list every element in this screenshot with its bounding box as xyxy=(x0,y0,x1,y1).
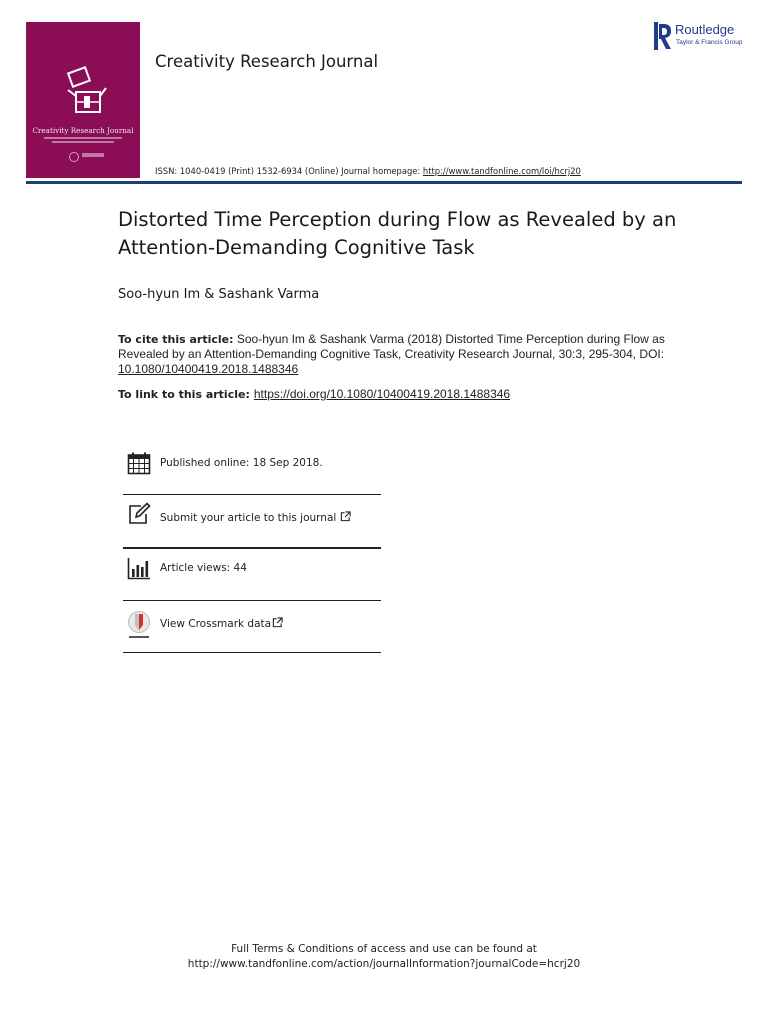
submit-article-link[interactable] xyxy=(160,511,351,524)
cover-publisher-mark xyxy=(69,152,79,162)
submit-article-label: Submit your article to this journal xyxy=(160,512,337,524)
article-views: Article views: 44 xyxy=(160,562,247,574)
publisher-logo[interactable] xyxy=(654,22,750,52)
submit-row[interactable] xyxy=(123,500,381,550)
routledge-r-icon xyxy=(654,22,672,50)
article-doi-link[interactable]: https://doi.org/10.1080/10400419.2018.1488346 xyxy=(253,387,511,401)
footer-terms xyxy=(0,942,768,972)
citation-block xyxy=(118,332,678,377)
cite-text: Soo-hyun Im & Sashank Varma (2018) Distorted Time Perception during Flow as Revealed by an Attention-Demanding Cognitive Task, Creativity Research Journal, 30:3, 295-304, DOI: xyxy=(118,332,665,361)
publisher-subtitle: Taylor & Francis Group xyxy=(676,39,743,46)
article-link-block xyxy=(118,387,678,401)
info-divider xyxy=(123,600,381,601)
external-link-icon xyxy=(272,617,283,628)
published-date: Published online: 18 Sep 2018. xyxy=(160,457,323,469)
info-divider xyxy=(123,547,381,549)
footer-terms-link[interactable]: http://www.tandfonline.com/action/journalInformation?journalCode=hcrj20 xyxy=(187,958,581,970)
article-title: Distorted Time Perception during Flow as Revealed by an Attention-Demanding Cognitive Task xyxy=(118,208,677,259)
crossmark-label: View Crossmark data xyxy=(160,618,272,630)
edit-icon xyxy=(127,502,151,526)
cover-publisher-text xyxy=(82,153,104,157)
journal-title[interactable]: Creativity Research Journal xyxy=(155,52,379,71)
footer-line-1: Full Terms & Conditions of access and use can be found at xyxy=(231,943,537,955)
bar-chart-icon xyxy=(127,556,151,580)
cover-subtitle-lines xyxy=(44,137,122,145)
cover-title: Creativity Research Journal xyxy=(32,126,134,135)
cite-label: To cite this article: xyxy=(118,333,234,346)
header-divider xyxy=(26,181,742,184)
issn-text: ISSN: 1040-0419 (Print) 1532-6934 (Online) Journal homepage: xyxy=(155,166,423,176)
cite-doi-link[interactable]: 10.1080/10400419.2018.1488346 xyxy=(118,362,299,376)
journal-cover xyxy=(26,22,140,178)
crossmark-row[interactable] xyxy=(123,606,381,656)
issn-line xyxy=(155,166,581,176)
published-row xyxy=(123,447,381,497)
external-link-icon xyxy=(340,511,351,522)
calendar-icon xyxy=(127,451,151,475)
info-divider xyxy=(123,652,381,653)
article-authors: Soo-hyun Im & Sashank Varma xyxy=(118,287,320,302)
views-row xyxy=(123,552,381,602)
journal-homepage-link[interactable]: http://www.tandfonline.com/loi/hcrj20 xyxy=(422,166,581,176)
crossmark-icon xyxy=(126,610,152,642)
link-label: To link to this article: xyxy=(118,388,250,401)
info-divider xyxy=(123,494,381,495)
publisher-name: Routledge xyxy=(675,22,735,37)
crossmark-link[interactable] xyxy=(160,617,283,630)
